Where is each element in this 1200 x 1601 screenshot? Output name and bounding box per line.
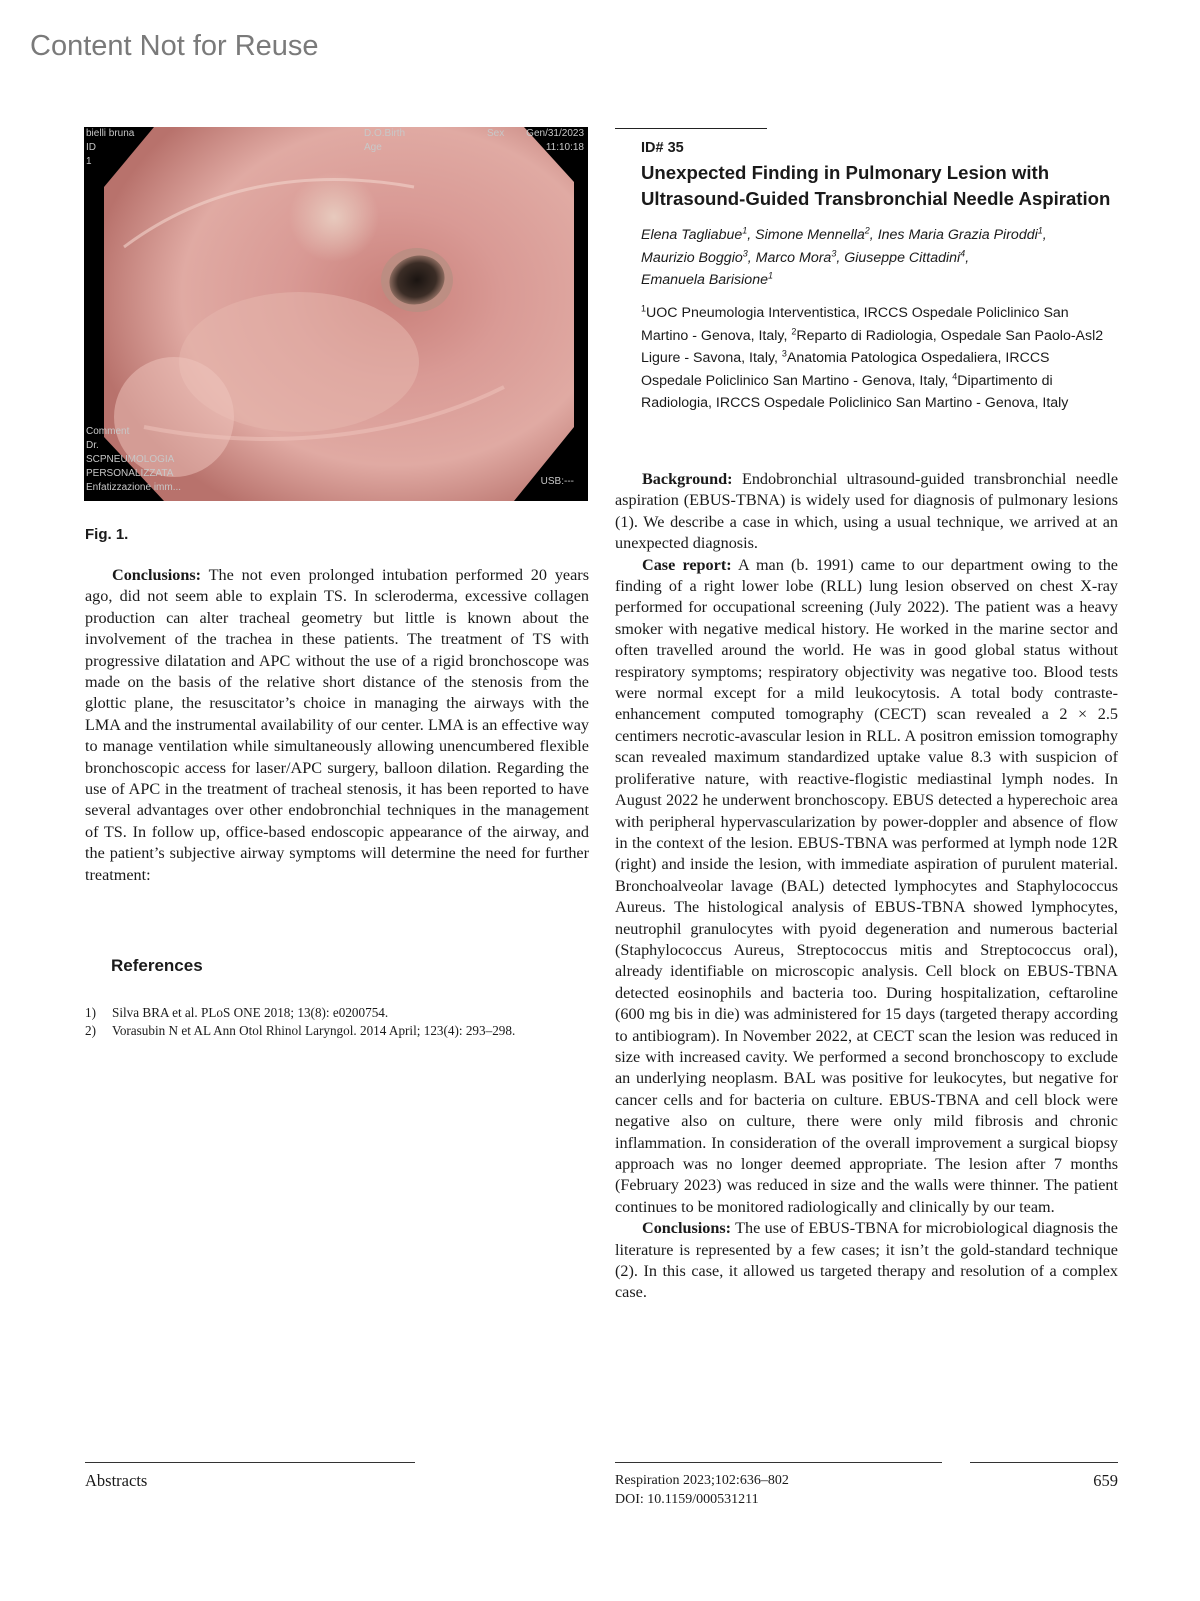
reference-number: 1): [85, 1005, 96, 1020]
author-sup: 1: [1037, 225, 1043, 236]
background-text: Endobronchial ultrasound-guided transbronchial needle aspiration (EBUS-TBNA) is widely used for diagnosis of pulmonary lesions (1). We describe a case in which, using a usual technique, we arrived at an unexpected diagnosis.: [615, 470, 1118, 553]
references-list: [85, 1004, 589, 1040]
footer-rule-right: [615, 1462, 942, 1463]
author-sup: 1: [742, 225, 748, 236]
author-name: Emanuela Barisione: [641, 272, 768, 288]
reference-item: [85, 1022, 589, 1040]
conclusions-text: The use of EBUS-TBNA for microbiological diagnosis the literature is represented by a few cases; it isn’t the gold-standard technique (2). In this case, it allowed us targeted therapy and resolution of a complex case.: [615, 1219, 1118, 1302]
abstract-id: ID# 35: [641, 140, 684, 156]
author-sup: 3: [742, 247, 748, 258]
conclusions-label: Conclusions:: [642, 1219, 732, 1238]
overlay-id-label: ID: [86, 142, 96, 153]
left-conclusions-text: The not even prolonged intubation performed 20 years ago, did not seem able to explain TS. In scleroderma, excessive collagen production can alter tracheal geometry but little is known about the involvement of the trachea in these patients. The treatment of TS with progressive dilatation and APC without the use of a rigid bronchoscope was made on the basis of the relative short distance of the stenosis from the glottic plane, the resuscitator’s choice in managing the airways with the LMA and the instrumental availability of our center. LMA is an effective way to manage ventilation while simultaneously allowing unencumbered flexible bronchoscopic access for laser/APC surgery, balloon dilation. Regarding the use of APC in the treatment of tracheal stenosis, it has been reported to have several advantages over other endobronchial techniques in the management of TS. In follow up, office-based endoscopic appearance of the airway, and the patient’s subjective airway symptoms will determine the need for further treatment:: [85, 566, 589, 884]
overlay-id-value: 1: [86, 156, 92, 167]
affiliation-text: UOC Pneumologia Interventistica, IRCCS Ospedale Policlinico San Martino - Genova, Italy,: [641, 305, 1069, 344]
case-report-text: A man (b. 1991) came to our department owing to the finding of a right lower lobe (RLL) lung lesion observed on chest X-ray performed for occupational screening (July 2022). The patient was a heavy smoker with negative medical history. He worked in the marine sector and often travelled around the world. He was in good global status without respiratory symptoms; respiratory objectivity was negative too. Blood tests were normal except for a mild leukocytosis. A total body contraste-enhancement computed tomography (CECT) scan revealed a 2 × 2.5 centimers necrotic-avascular lesion in RLL. A positron emission tomography scan revealed maximum standardized uptake value 8.3 with suspicion of proliferative nature, with reactive-flogistic mediastinal lymph nodes. In August 2022 he underwent bronchoscopy. EBUS detected a hyperechoic area with peripheral hypervascularization by power-doppler and absence of flow in the context of the lesion. EBUS-TBNA was performed at lymph node 12R (right) and inside the lesion, with immediate aspiration of purulent material. Bronchoalveolar lavage (BAL) detected lymphocytes and Staphylococcus Aureus. The histological analysis of EBUS-TBNA showed lymphocytes, neutrophil granulocytes with pyoid degeneration and numerous bacterial (Staphylococcus Aureus, Streptococcus mitis and Streptococcus oral), already identifiable on microscopic analysis. Cell block on EBUS-TBNA detected eosinophils and bacteria too. During hospitalization, ceftaroline (600 mg bis in die) was administered for 15 days (targeted therapy according to antibiogram). In November 2022, at CECT scan the lesion was reduced in size with increased cavity. We performed a second bronchoscopy to exclude an underlying neoplasm. BAL was positive for leukocytes, but negative for cancer cells and for bacteria on culture. EBUS-TBNA and cell block were negative also on culture, there were only mild fibrosis and chronic inflammation. In consideration of the overall improvement a surgical biopsy approach was no longer deemed appropriate. The lesion after 7 months (February 2023) was reduced in size and the walls were thinner. The patient continues to be monitored radiologically and clinically by our team.: [615, 555, 1118, 1216]
affiliation-sup: 4: [952, 370, 958, 381]
affiliation-text: Dipartimento di Radiologia, IRCCS Ospedale Policlinico San Martino - Genova, Italy: [641, 372, 1069, 411]
affiliation-text: Anatomia Patologica Ospedaliera, IRCCS Ospedale Policlinico San Martino - Genova, Italy,: [641, 350, 1050, 389]
author-sup: 1: [767, 270, 773, 281]
reference-number: 2): [85, 1023, 96, 1038]
case-report-label: Case report:: [642, 555, 732, 574]
reference-item: [85, 1004, 589, 1022]
figure-caption: Fig. 1.: [85, 526, 129, 543]
overlay-date: Gen/31/2023: [526, 128, 584, 139]
author-name: Giuseppe Cittadini: [844, 249, 961, 266]
page-number: 659: [1093, 1471, 1118, 1490]
affiliation-sup: 3: [781, 348, 787, 359]
footer-section-label: Abstracts: [85, 1471, 148, 1490]
overlay-comment: [86, 425, 181, 495]
footer-rule-page: [970, 1462, 1118, 1463]
overlay-datetime: [526, 127, 584, 155]
left-conclusions-paragraph: [85, 565, 589, 886]
footer-rule-left: [85, 1462, 415, 1463]
overlay-patient-info: [86, 127, 134, 169]
overlay-enhancement: Enfatizzazione imm...: [86, 482, 182, 493]
watermark: Content Not for Reuse: [30, 30, 319, 62]
background-label: Background:: [642, 470, 733, 488]
affiliation-text: Reparto di Radiologia, Ospedale San Paolo-Asl2 Ligure - Savona, Italy,: [641, 327, 1104, 366]
author-name: Simone Mennella: [755, 227, 865, 243]
abstract-body: [615, 469, 1118, 1304]
affiliations: [641, 302, 1111, 415]
overlay-age-label: Age: [364, 142, 382, 153]
left-conclusions-label: Conclusions:: [112, 566, 202, 584]
references-title: References: [111, 956, 203, 975]
conclusions-paragraph: [615, 1218, 1118, 1304]
author-name: Marco Mora: [755, 249, 832, 266]
author-sup: 2: [864, 225, 870, 236]
left-conclusions: [85, 565, 589, 886]
overlay-sex-label: Sex: [487, 128, 505, 139]
author-name: Ines Maria Grazia Piroddi: [877, 227, 1038, 243]
footer-doi: DOI: 10.1159/000531211: [615, 1492, 759, 1507]
overlay-dob-label: D.O.Birth: [364, 128, 406, 139]
overlay-department: SCPNEUMOLOGIA: [86, 454, 175, 465]
overlay-usb: USB:---: [540, 476, 574, 487]
overlay-time: 11:10:18: [545, 142, 584, 153]
reference-text: Silva BRA et al. PLoS ONE 2018; 13(8): e0200754.: [112, 1005, 389, 1020]
background-paragraph: [615, 469, 1118, 555]
author-name: Maurizio Boggio: [641, 249, 743, 266]
footer-journal-citation: Respiration 2023;102:636–802: [615, 1473, 789, 1488]
affiliation-sup: 2: [791, 325, 797, 336]
case-report-paragraph: [615, 555, 1118, 1219]
overlay-birth-info: [364, 127, 405, 155]
abstract-title-line-2: Ultrasound-Guided Transbronchial Needle Aspiration: [641, 188, 1111, 209]
author-sup: 3: [831, 247, 837, 258]
endoscopy-figure: [84, 127, 588, 501]
abstract-title-line-1: Unexpected Finding in Pulmonary Lesion with: [641, 162, 1050, 183]
abstract-title: [641, 160, 1131, 212]
affiliation-sup: 1: [641, 303, 647, 314]
overlay-patient-name: bielli bruna: [86, 128, 135, 139]
overlay-personalizzata: PERSONALIZZATA: [86, 468, 174, 479]
author-list: Elena Tagliabue$^1$, Simone Mennella$^2$, Ines Maria Grazia Piroddi$^1$, Maurizio Boggio$^3$, Marco Mora$^3$, Giuseppe Cittadini$^4$, Emanuela Barisione$^1$: [641, 225, 1047, 288]
footer-journal-info: [615, 1471, 789, 1509]
author-name: Elena Tagliabue: [641, 227, 743, 243]
author-sup: 4: [960, 247, 966, 258]
reference-text: Vorasubin N et AL Ann Otol Rhinol Laryngol. 2014 April; 123(4): 293–298.: [112, 1023, 516, 1038]
header-rule: [615, 128, 767, 129]
overlay-doctor: Dr.: [86, 440, 99, 451]
overlay-comment-label: Comment: [86, 426, 130, 437]
